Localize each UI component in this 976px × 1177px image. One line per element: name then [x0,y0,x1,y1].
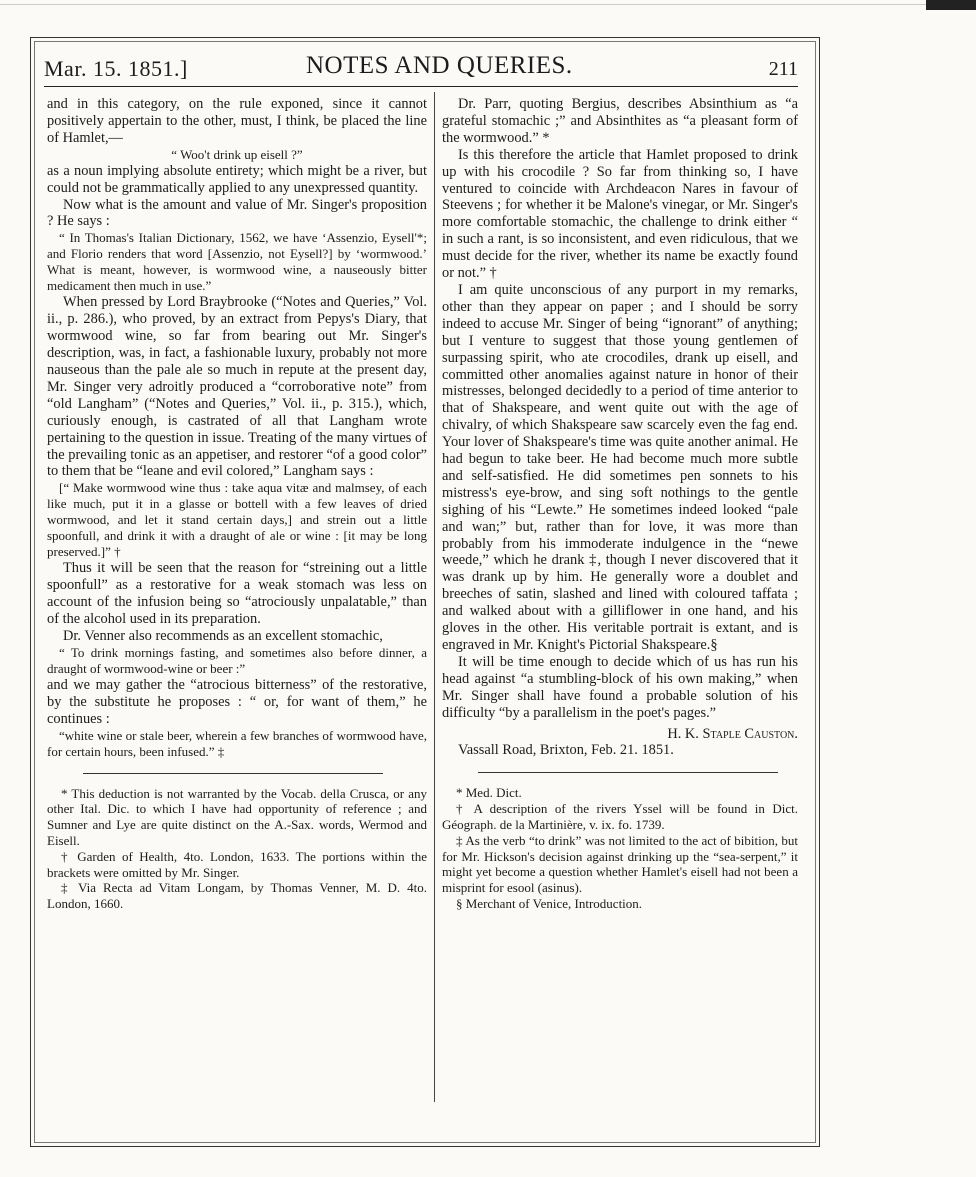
footnote: ‡ As the verb “to drink” was not limited to the act of bibition, but for Mr. Hickson's decision against drinking up the “sea-serpent,” it might yet become a question whether Hamlet's eisell had not been a misprint for esool (asinus). [442,832,798,896]
block-quote: [“ Make wormwood wine thus : take aqua vitæ and malmsey, of each like much, put it in a glasse or bottell with a few leaves of dried wormwood, and let it stand certain days,] and strein out a little spoonfull, and drink it with a draught of ale or wine : [it may be long preserved.]” † [47,480,427,560]
header-date: Mar. 15. 1851.] [44,56,188,81]
body-paragraph: When pressed by Lord Braybrooke (“Notes and Queries,” Vol. ii., p. 286.), who proved, by an extract from Pepys's Diary, that wormwood wine, so far from bearing out Mr. Singer's description, was, in fact, a fashionable luxury, probably not more nauseous than the pale ale so much in repute at the present day, Mr. Singer very adroitly produced a “corroborative note” from “old Langham” (“Notes and Queries,” Vol. ii., p. 315.), which, curiously enough, is castrated of all that Langham wrote pertaining to the question in issue. Treating of the many virtues of the prevailing tonic as an appetiser, and restorer “of a good color” to them that be “leane and evil colored,” Langham says : [47,294,427,480]
author-address: Vassall Road, Brixton, Feb. 21. 1851. [458,742,674,759]
right-column [442,96,798,912]
page-edge-rule [0,4,976,5]
footnote: * Med. Dict. [456,785,522,801]
body-paragraph: Dr. Venner also recommends as an excellent stomachic, [63,627,383,644]
body-paragraph: as a noun implying absolute entirety; which might be a river, but could not be grammatically applied to any unexpressed quantity. [47,162,427,196]
footnote-rule [478,772,778,773]
page-number: 211 [768,58,798,80]
block-quote: “ In Thomas's Italian Dictionary, 1562, we have ‘Assenzio, Eysell'*; and Florio renders that word [Assenzio, not Eysell?] by ‘wormwood.’ What is meant, however, is wormwood wine, a nauseously bitter medicament then much in use.” [47,230,427,294]
block-quote: “white wine or stale beer, wherein a few branches of wormwood have, for certain hours, been infused.” ‡ [47,727,427,759]
footnote: † Garden of Health, 4to. London, 1633. The portions within the brackets were omitted by Mr. Singer. [47,848,427,880]
body-paragraph: Is this therefore the article that Hamlet proposed to drink up with his crocodile ? So far from thinking so, I have ventured to coincide with Archdeacon Nares in favour of Steevens ; for whether it be Malone's vinegar, or Mr. Singer's more comfortable stomachic, the challenge to drink either “ in such a rant, is so inconsistent, and even ridiculous, that we must decide for the river, whether its name be exactly found or not.” † [442,146,798,282]
column-divider [434,92,435,1102]
quoted-verse: “ Woo't drink up eisell ?” [171,146,303,162]
body-paragraph: I am quite unconscious of any purport in my remarks, other than they appear on paper ; and I should be sorry indeed to accuse Mr. Singer of being “ignorant” of anything; but I venture to suggest that those young gentlemen of surpassing spirit, who ate crocodiles, drank up eisell, and committed other anomalies against nature in honor of their mistresses, belonged decidedly to a period of time anterior to that of Shakspeare, and went quite out with the age of chivalry, of which Shakspeare saw scarcely even the fag end. Your lover of Shakspeare's time was quite another animal. He had begun to take beer. He had become much more subtle and self-satisfied. He did sometimes pen sonnets to his mistress's eye-brow, and sing soft nothings to the gentle sighing of his “Lewte.” He sometimes indeed looked “pale and wan;” but, rather than for love, it was more than probably from his immoderate indulgence in the “newe weede,” which he drank ‡, though I never discovered that it was drank up by him. He generally wore a doublet and breeches of satin, slashed and lined with coloured taffata ; and walked about with a gilliflower in one hand, and his gloves in the other. His veritable portrait is extant, and is engraved in Mr. Knight's Pictorial Shakspeare.§ [442,281,798,653]
page-edge-mark [926,0,976,10]
body-paragraph: and we may gather the “atrocious bitterness” of the restorative, by the substitute he proposes : “ or, for want of them,” he continues : [47,676,427,727]
body-paragraph: Dr. Parr, quoting Bergius, describes Absinthium as “a grateful stomachic ;” and Absinthites as “a pleasant form of the wormwood.” * [442,96,798,146]
body-paragraph: and in this category, on the rule exponed, since it cannot positively appertain to the other, must, I think, be placed the line of Hamlet,— [47,96,427,146]
author-signature: H. K. Staple Causton. [667,725,798,742]
footnote-rule [83,773,383,774]
footnote: * This deduction is not warranted by the Vocab. della Crusca, or any other Ital. Dic. to which I have had opportunity of reference ; and Sumner and Lye are quite distinct on the A.-Sax. words, Wermod and Eisell. [47,785,427,848]
footnote: § Merchant of Venice, Introduction. [456,895,643,911]
header-title: NOTES AND QUERIES. [306,52,573,79]
footnote: † A description of the rivers Yssel will be found in Dict. Géograph. de la Martinière, v. ix. fo. 1739. [442,801,798,832]
block-quote: “ To drink mornings fasting, and sometimes also before dinner, a draught of wormwood-wine or beer :” [47,644,427,676]
body-paragraph: It will be time enough to decide which of us has run his head against “a stumbling-block of his own making,” when Mr. Singer shall have found a probable solution of his difficulty “by a parallelism in the poet's pages.” [442,653,798,721]
running-header [44,48,798,87]
footnote: ‡ Via Recta ad Vitam Longam, by Thomas Venner, M. D. 4to. London, 1660. [47,880,427,912]
body-paragraph: Now what is the amount and value of Mr. Singer's proposition ? He says : [47,196,427,230]
left-column [47,96,427,912]
body-paragraph: Thus it will be seen that the reason for “streining out a little spoonfull” as a restorative for a weak stomach was less on account of the infusion being so “atrociously unpalatable,” than of the alcohol used in its preparation. [47,560,427,628]
